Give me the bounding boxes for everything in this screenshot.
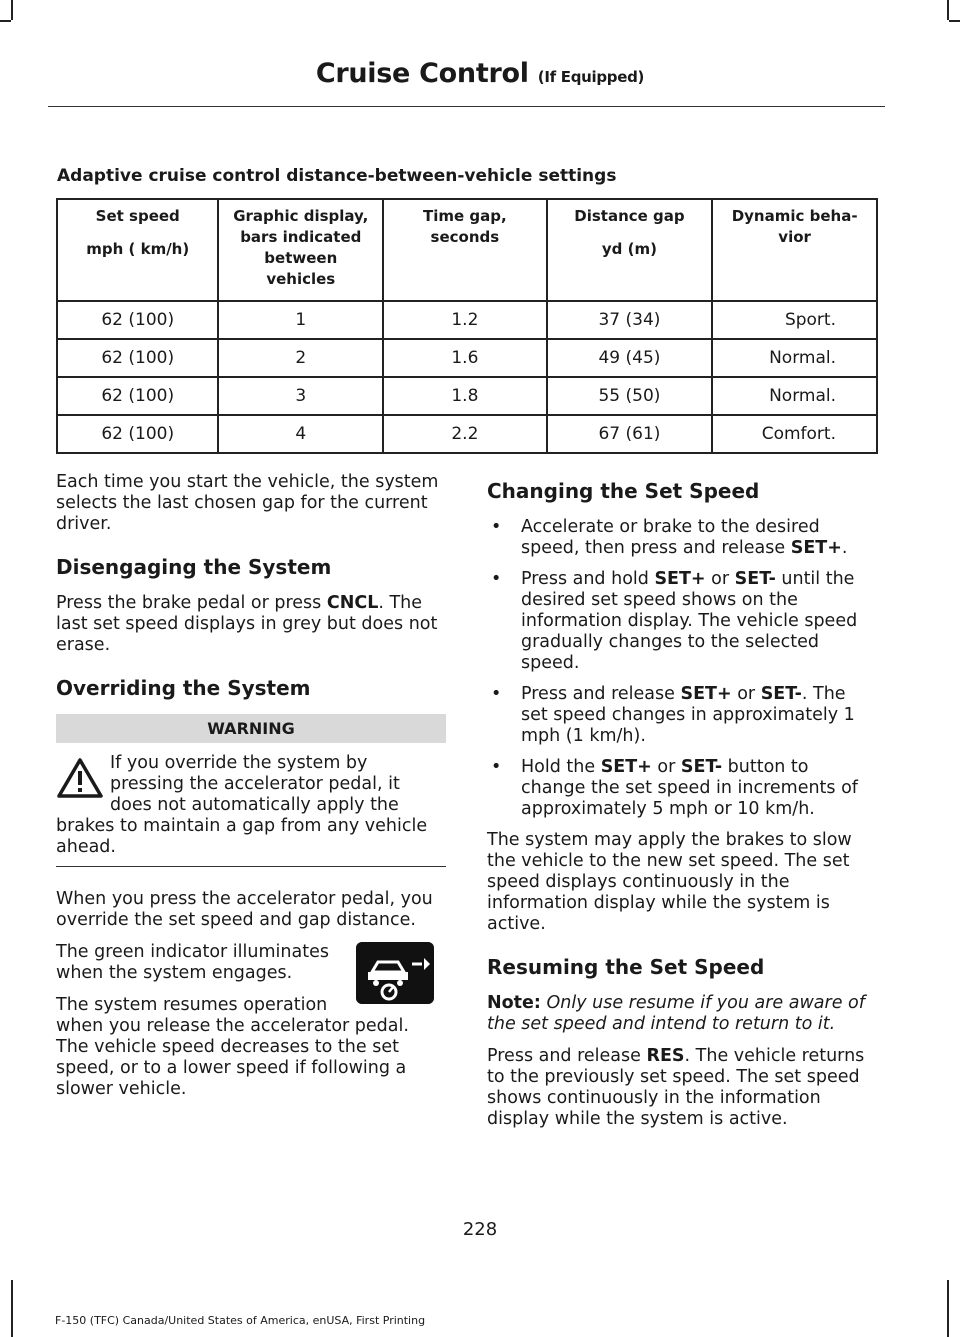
header-label: Graphic display, bars indicated between vehicles [233,207,369,288]
title-text: Cruise Control [315,58,529,89]
note-paragraph [487,993,877,1035]
text: . The vehicle returns to the previously set speed. The set speed shows continuously in the information display while the system is active. [487,1046,865,1129]
cell-bars: 4 [218,415,383,453]
crop-mark [0,20,11,22]
set-speed-steps [487,517,877,820]
cell-behavior: Sport. [712,301,877,339]
text: Press and release [521,684,681,704]
header-unit: yd (m) [601,240,657,258]
list-item [487,757,877,820]
note-text: Only use resume if you are aware of the set speed and intend to return to it. [487,993,865,1034]
header-label: Set speed [95,207,180,225]
cell-time-gap: 1.2 [383,301,547,339]
keyword-set-minus: SET- [760,684,802,704]
warning-block [56,753,446,867]
title-suffix: (If Equipped) [537,68,645,86]
keyword-res: RES [646,1046,685,1066]
cell-bars: 2 [218,339,383,377]
cell-time-gap: 1.8 [383,377,547,415]
header-dynamic-behavior [712,199,877,301]
keyword-set-plus: SET+ [790,538,842,558]
cell-distance-gap: 49 (45) [547,339,713,377]
table-row [57,415,877,453]
table-row [57,301,877,339]
heading-resuming: Resuming the Set Speed [487,955,765,979]
adaptive-cruise-indicator-icon [356,942,434,1004]
header-divider [48,106,885,107]
cell-set-speed: 62 (100) [57,339,218,377]
crop-mark [947,0,949,20]
brakes-paragraph: The system may apply the brakes to slow the vehicle to the new set speed. The set speed displays continuously in the information display while the system is active. [487,830,852,934]
keyword-set-plus: SET+ [654,569,706,589]
header-graphic-display [218,199,383,301]
table-header-row [57,199,877,301]
cell-time-gap: 1.6 [383,339,547,377]
cell-distance-gap: 37 (34) [547,301,713,339]
keyword-set-minus: SET- [734,569,776,589]
list-item [487,569,877,674]
note-label: Note: [487,993,541,1013]
warning-triangle-icon [56,757,104,799]
page-title [0,58,960,89]
text: Accelerate or brake to the desired speed, then press and release [521,517,820,558]
gap-memory-paragraph: Each time you start the vehicle, the system selects the last chosen gap for the current driver. [56,472,439,534]
text: Hold the [521,757,601,777]
override-paragraph: When you press the accelerator pedal, you override the set speed and gap distance. [56,889,433,930]
settings-table [56,198,878,454]
keyword-set-minus: SET- [680,757,723,777]
text: until the desired set speed shows on the information display. The vehicle speed gradually changes to the selected speed. [521,569,858,673]
text: . The last set speed displays in grey but does not erase. [56,593,438,655]
disengage-paragraph [56,593,446,656]
text: Press the brake pedal or press [56,593,327,613]
crop-mark [11,1280,13,1337]
heading-overriding: Overriding the System [56,676,311,700]
text: Press and hold [521,569,655,589]
indicator-paragraph: The green indicator illuminates when the system engages. [56,942,329,983]
header-unit: mph ( km/h) [86,240,190,258]
cell-set-speed: 62 (100) [57,377,218,415]
keyword-cncl: CNCL [326,593,379,613]
warning-banner: WARNING [56,714,446,743]
footer-edition: F-150 (TFC) Canada/United States of America, enUSA, First Printing [55,1314,426,1327]
cell-time-gap: 2.2 [383,415,547,453]
cell-behavior: Normal. [712,377,877,415]
cell-behavior: Normal. [712,339,877,377]
table-row [57,339,877,377]
heading-disengaging: Disengaging the System [56,555,332,579]
list-item [487,517,877,559]
header-label: Distance gap [574,207,685,225]
text: . [841,538,848,558]
text: or [651,757,681,777]
cell-distance-gap: 67 (61) [547,415,713,453]
page-number: 228 [462,1219,498,1240]
resume-operation-paragraph: The system resumes operation when you release the accelerator pedal. The vehicle speed decreases to the set speed, or to a lower speed if following a slower vehicle. [56,995,409,1099]
cell-bars: 3 [218,377,383,415]
keyword-set-plus: SET+ [600,757,652,777]
left-column [56,472,446,1111]
text: or [705,569,735,589]
cell-behavior: Comfort. [712,415,877,453]
indicator-block [56,942,446,984]
table-caption: Adaptive cruise control distance-between-vehicle settings [57,166,617,186]
header-time-gap [383,199,547,301]
table-row [57,377,877,415]
text: Press and release [487,1046,647,1066]
crop-mark [947,1280,949,1337]
resume-paragraph [487,1046,877,1130]
cell-bars: 1 [218,301,383,339]
heading-changing-set-speed: Changing the Set Speed [487,479,760,503]
warning-text: If you override the system by pressing the accelerator pedal, it does not automatically apply the brakes to maintain a gap from any vehicle ahead. [56,753,428,857]
crop-mark [11,0,13,20]
header-label: Dynamic beha- vior [731,207,858,246]
text: or [731,684,761,704]
header-set-speed [57,199,218,301]
crop-mark [949,20,960,22]
header-label: Time gap, seconds [423,207,507,246]
header-distance-gap [547,199,713,301]
keyword-set-plus: SET+ [680,684,732,704]
text: button to change the set speed in increments of approximately 5 mph or 10 km/h. [521,757,858,819]
cell-distance-gap: 55 (50) [547,377,713,415]
text: . The set speed changes in approximately 1 mph (1 km/h). [521,684,855,746]
cell-set-speed: 62 (100) [57,415,218,453]
cell-set-speed: 62 (100) [57,301,218,339]
list-item [487,684,877,747]
right-column [487,479,877,1141]
